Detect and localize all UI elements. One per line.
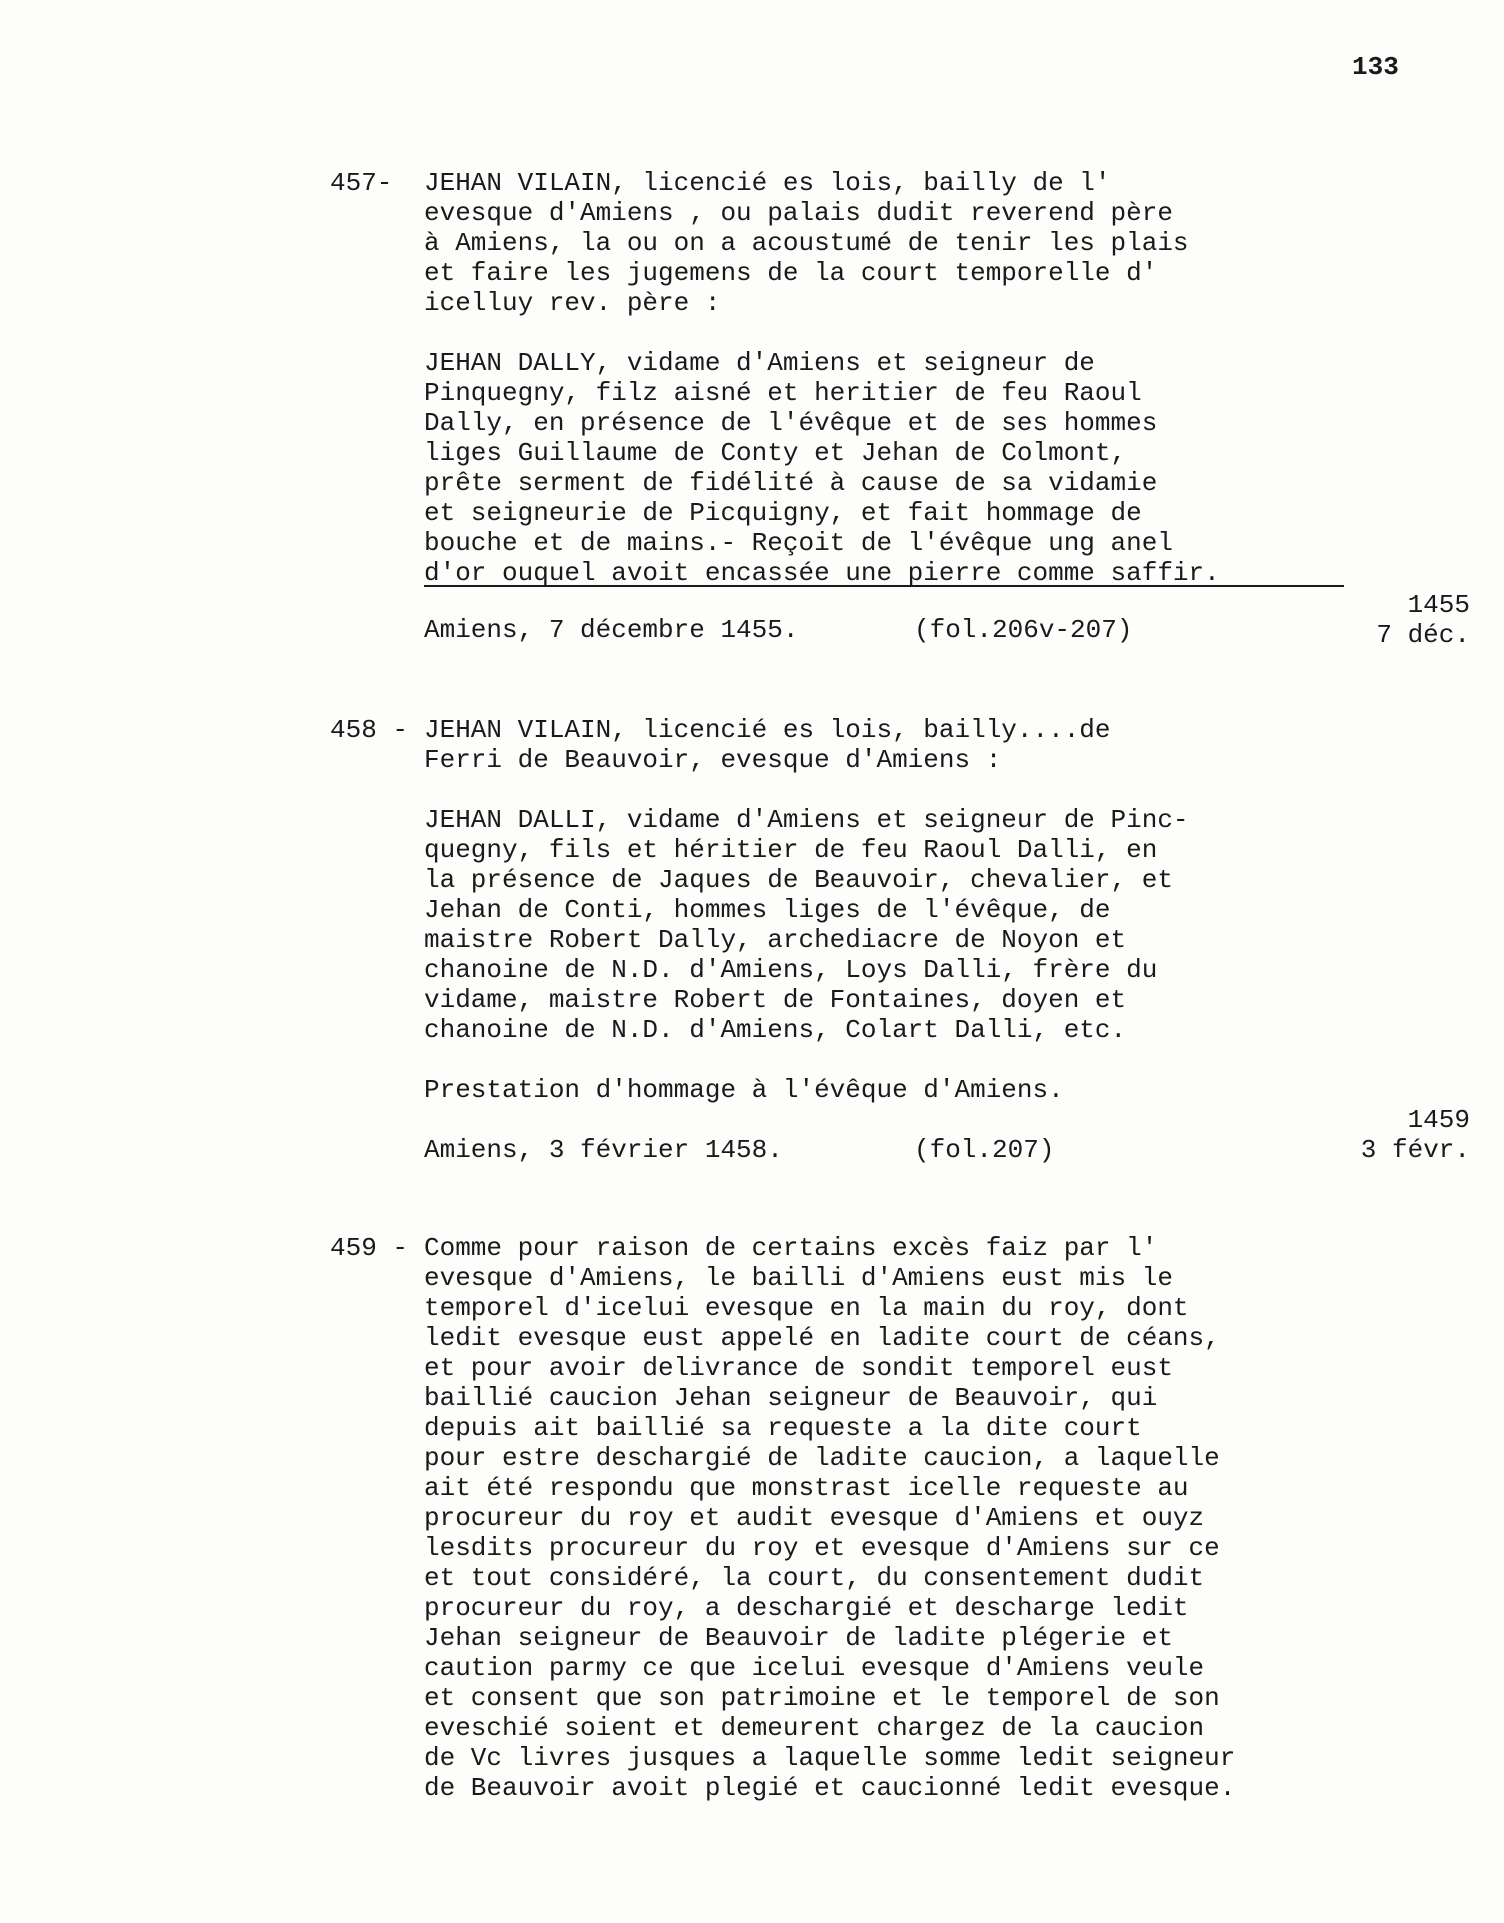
body-line: procureur du roy et audit evesque d'Amiens et ouyz <box>424 1503 1205 1533</box>
body-line: et tout considéré, la court, du consentement dudit <box>424 1563 1205 1593</box>
dateline <box>424 615 1414 645</box>
body-line: JEHAN DALLY, vidame d'Amiens et seigneur de <box>424 348 1095 378</box>
body-line: et pour avoir delivrance de sondit temporel eust <box>424 1353 1173 1383</box>
body-line: et consent que son patrimoine et le temporel de son <box>424 1683 1220 1713</box>
body-line: maistre Robert Dally, archediacre de Noyon et <box>424 925 1127 955</box>
entry-body <box>424 168 1414 645</box>
entry-body <box>424 715 1414 1165</box>
body-line: depuis ait baillié sa requeste a la dite court <box>424 1413 1142 1443</box>
folio: (fol.207) <box>914 1135 1055 1165</box>
heading-line: icelluy rev. père : <box>424 288 721 318</box>
body-line: baillié caucion Jehan seigneur de Beauvoir, qui <box>424 1383 1158 1413</box>
body-line-underlined: d'or ouquel avoit encassée une pierre comme saffir. <box>424 558 1220 588</box>
entry-number: 459 - <box>330 1233 409 1263</box>
body-line: caution parmy ce que icelui evesque d'Amiens veule <box>424 1653 1205 1683</box>
margin-date-458 <box>1330 1105 1470 1165</box>
body-line: eveschié soient et demeurent chargez de la caucion <box>424 1713 1205 1743</box>
heading-line: Ferri de Beauvoir, evesque d'Amiens : <box>424 745 1002 775</box>
entry-number: 458 - <box>330 715 409 745</box>
page-number: 133 <box>1352 52 1399 82</box>
folio: (fol.206v-207) <box>914 615 1133 645</box>
body-line: de Vc livres jusques a laquelle somme ledit seigneur <box>424 1743 1236 1773</box>
body-line: ledit evesque eust appelé en ladite court de céans, <box>424 1323 1220 1353</box>
body-line: et seigneurie de Picquigny, et fait hommage de <box>424 498 1142 528</box>
date-place: Amiens, 7 décembre 1455. <box>424 615 799 645</box>
body-line: temporel d'icelui evesque en la main du roy, dont <box>424 1293 1189 1323</box>
date-place: Amiens, 3 février 1458. <box>424 1135 783 1165</box>
heading-line: et faire les jugemens de la court temporelle d' <box>424 258 1158 288</box>
heading-line: evesque d'Amiens , ou palais dudit reverend père <box>424 198 1173 228</box>
body-line: de Beauvoir avoit plegié et caucionné ledit evesque. <box>424 1773 1236 1803</box>
body-line: Pinquegny, filz aisné et heritier de feu Raoul <box>424 378 1142 408</box>
body-line: lesdits procureur du roy et evesque d'Amiens sur ce <box>424 1533 1220 1563</box>
body-line: evesque d'Amiens, le bailli d'Amiens eust mis le <box>424 1263 1173 1293</box>
body-line: quegny, fils et héritier de feu Raoul Dalli, en <box>424 835 1158 865</box>
margin-date-457 <box>1330 590 1470 650</box>
body-line: la présence de Jaques de Beauvoir, chevalier, et <box>424 865 1173 895</box>
heading-line: à Amiens, la ou on a acoustumé de tenir les plais <box>424 228 1189 258</box>
body-line: liges Guillaume de Conty et Jehan de Colmont, <box>424 438 1127 468</box>
dateline <box>424 1135 1414 1165</box>
body-line: Jehan de Conti, hommes liges de l'évêque, de <box>424 895 1111 925</box>
body-line: pour estre deschargié de ladite caucion, a laquelle <box>424 1443 1220 1473</box>
body-line: chanoine de N.D. d'Amiens, Loys Dalli, frère du <box>424 955 1158 985</box>
body-line: vidame, maistre Robert de Fontaines, doyen et <box>424 985 1127 1015</box>
body-line: JEHAN DALLI, vidame d'Amiens et seigneur de Pinc- <box>424 805 1189 835</box>
note-line: Prestation d'hommage à l'évêque d'Amiens. <box>424 1075 1064 1105</box>
margin-year: 1455 <box>1407 590 1470 620</box>
body-line: prête serment de fidélité à cause de sa vidamie <box>424 468 1158 498</box>
entry-body <box>424 1233 1414 1803</box>
body-line: bouche et de mains.- Reçoit de l'évêque ung anel <box>424 528 1173 558</box>
entry-number: 457- <box>330 168 393 198</box>
body-line: chanoine de N.D. d'Amiens, Colart Dalli, etc. <box>424 1015 1127 1045</box>
margin-year: 1459 <box>1407 1105 1470 1135</box>
body-line: procureur du roy, a deschargié et descharge ledit <box>424 1593 1189 1623</box>
heading-line: JEHAN VILAIN, licencié es lois, bailly....de <box>424 715 1111 745</box>
heading-line: JEHAN VILAIN, licencié es lois, bailly de l' <box>424 168 1111 198</box>
body-line: Jehan seigneur de Beauvoir de ladite plégerie et <box>424 1623 1173 1653</box>
body-line: ait été respondu que monstrast icelle requeste au <box>424 1473 1189 1503</box>
margin-day: 3 févr. <box>1360 1135 1470 1165</box>
margin-day: 7 déc. <box>1376 620 1470 650</box>
body-line: Comme pour raison de certains excès faiz par l' <box>424 1233 1158 1263</box>
body-line: Dally, en présence de l'évêque et de ses hommes <box>424 408 1158 438</box>
